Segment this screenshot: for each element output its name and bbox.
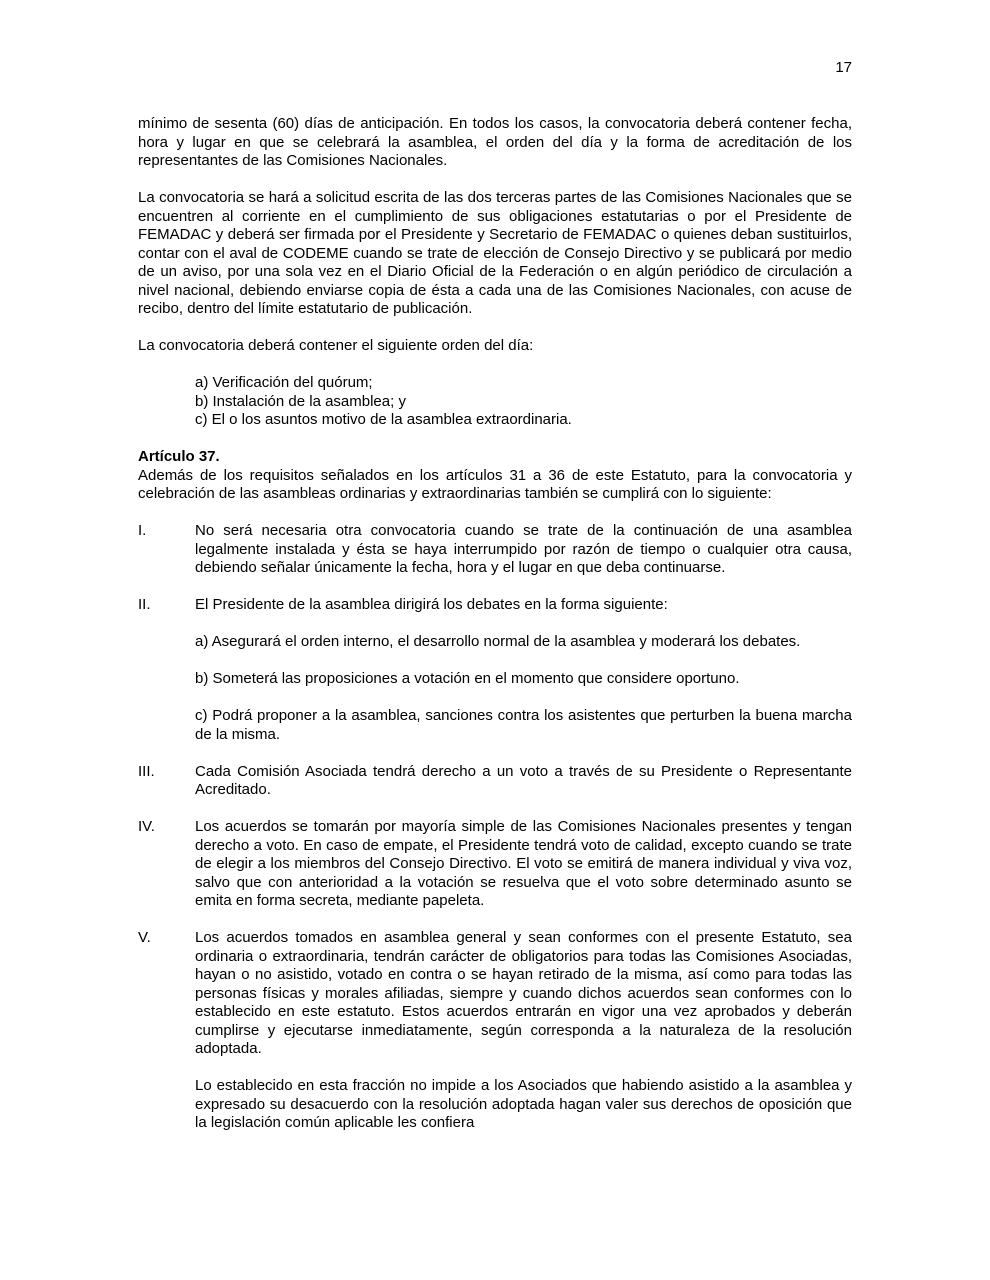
- fraction-subitem: c) Podrá proponer a la asamblea, sanciones contra los asistentes que perturben la buena marcha de la misma.: [195, 707, 852, 743]
- paragraph-convocation-request: La convocatoria se hará a solicitud escrita de las dos terceras partes de las Comisiones Nacionales que se encuentren al corriente en el cumplimiento de sus obligaciones estatutarias o por el Presidente de FEMADAC y deberá ser firmada por el Presidente y Secretario de FEMADAC o quienes deban sustituirlos, contar con el aval de CODEME cuando se trate de elección de Consejo Directivo y se publicará por medio de un aviso, por una sola vez en el Diario Oficial de la Federación o en algún periódico de circulación a nivel nacional, debiendo enviarse copia de ésta a cada una de las Comisiones Nacionales, con acuse de recibo, dentro del límite estatutario de publicación.: [138, 189, 852, 317]
- fraction-number: IV.: [138, 818, 155, 835]
- article-heading: Artículo 37.: [138, 448, 220, 465]
- article-intro: Además de los requisitos señalados en los artículos 31 a 36 de este Estatuto, para la convocatoria y celebración de las asambleas ordinarias y extraordinarias también se cumplirá con lo siguiente:: [138, 466, 852, 502]
- agenda-list: [195, 374, 852, 430]
- fraction-paragraph: Los acuerdos tomados en asamblea general y sean conformes con el presente Estatuto, sea ordinaria o extraordinaria, tendrán carácter de obligatorios para todas las Comisiones Asociadas, hayan o no asistido, votado en contra o se hayan retirado de la misma, así como para todas las personas físicas y morales afiliadas, siempre y cuando dichos acuerdos sean conformes con lo establecido en este estatuto. Estos acuerdos entrarán en vigor una vez aprobados y deberán cumplirse y ejecutarse inmediatamente, según corresponda a la naturaleza de la resolución adoptada.: [195, 929, 852, 1057]
- fraction-ii: [138, 596, 852, 744]
- fraction-paragraph: No será necesaria otra convocatoria cuando se trate de la continuación de una asamblea legalmente instalada y ésta se haya interrumpido por razón de tiempo o cualquier otra causa, debiendo señalar únicamente la fecha, hora y el lugar en que deba continuarse.: [195, 522, 852, 576]
- fraction-paragraph: Lo establecido en esta fracción no impide a los Asociados que habiendo asistido a la asamblea y expresado su desacuerdo con la resolución adoptada hagan valer sus derechos de oposición que la legislación común aplicable les confiera: [195, 1077, 852, 1131]
- fraction-paragraph: Cada Comisión Asociada tendrá derecho a un voto a través de su Presidente o Representante Acreditado.: [195, 762, 852, 798]
- agenda-item: c) El o los asuntos motivo de la asamblea extraordinaria.: [195, 411, 572, 428]
- fraction-subitem: a) Asegurará el orden interno, el desarrollo normal de la asamblea y moderará los debates.: [195, 633, 801, 650]
- paragraph-agenda-intro: La convocatoria deberá contener el siguiente orden del día:: [138, 337, 534, 354]
- fraction-iv: [138, 818, 852, 911]
- fraction-number: V.: [138, 929, 151, 946]
- fraction-subitem: b) Someterá las proposiciones a votación en el momento que considere oportuno.: [195, 670, 740, 687]
- fraction-number: I.: [138, 522, 147, 539]
- paragraph-convocation-timing: mínimo de sesenta (60) días de anticipación. En todos los casos, la convocatoria deberá contener fecha, hora y lugar en que se celebrará la asamblea, el orden del día y la forma de acreditación de los representantes de las Comisiones Nacionales.: [138, 115, 852, 169]
- fraction-number: III.: [138, 762, 155, 780]
- fraction-paragraph: Los acuerdos se tomarán por mayoría simple de las Comisiones Nacionales presentes y tengan derecho a voto. En caso de empate, el Presidente tendrá voto de calidad, excepto cuando se trate de elegir a los miembros del Consejo Directivo. El voto se emitirá de manera individual y viva voz, salvo que con anterioridad a la votación se resuelva que el voto sobre determinado asunto se emita en forma secreta, mediante papeleta.: [195, 818, 852, 909]
- fraction-number: II.: [138, 596, 151, 613]
- agenda-item: a) Verificación del quórum;: [195, 374, 373, 391]
- fraction-body: [195, 596, 852, 744]
- fraction-iii: [138, 763, 852, 800]
- fraction-i: [138, 522, 852, 578]
- document-body: [138, 115, 852, 1151]
- fraction-paragraph: El Presidente de la asamblea dirigirá los debates en la forma siguiente:: [195, 596, 668, 613]
- fraction-body: [195, 763, 852, 800]
- page-number: 17: [835, 59, 852, 76]
- fraction-body: [195, 929, 852, 1133]
- fraction-body: [195, 818, 852, 911]
- fraction-body: [195, 522, 852, 578]
- agenda-item: b) Instalación de la asamblea; y: [195, 392, 406, 410]
- fraction-v: [138, 929, 852, 1133]
